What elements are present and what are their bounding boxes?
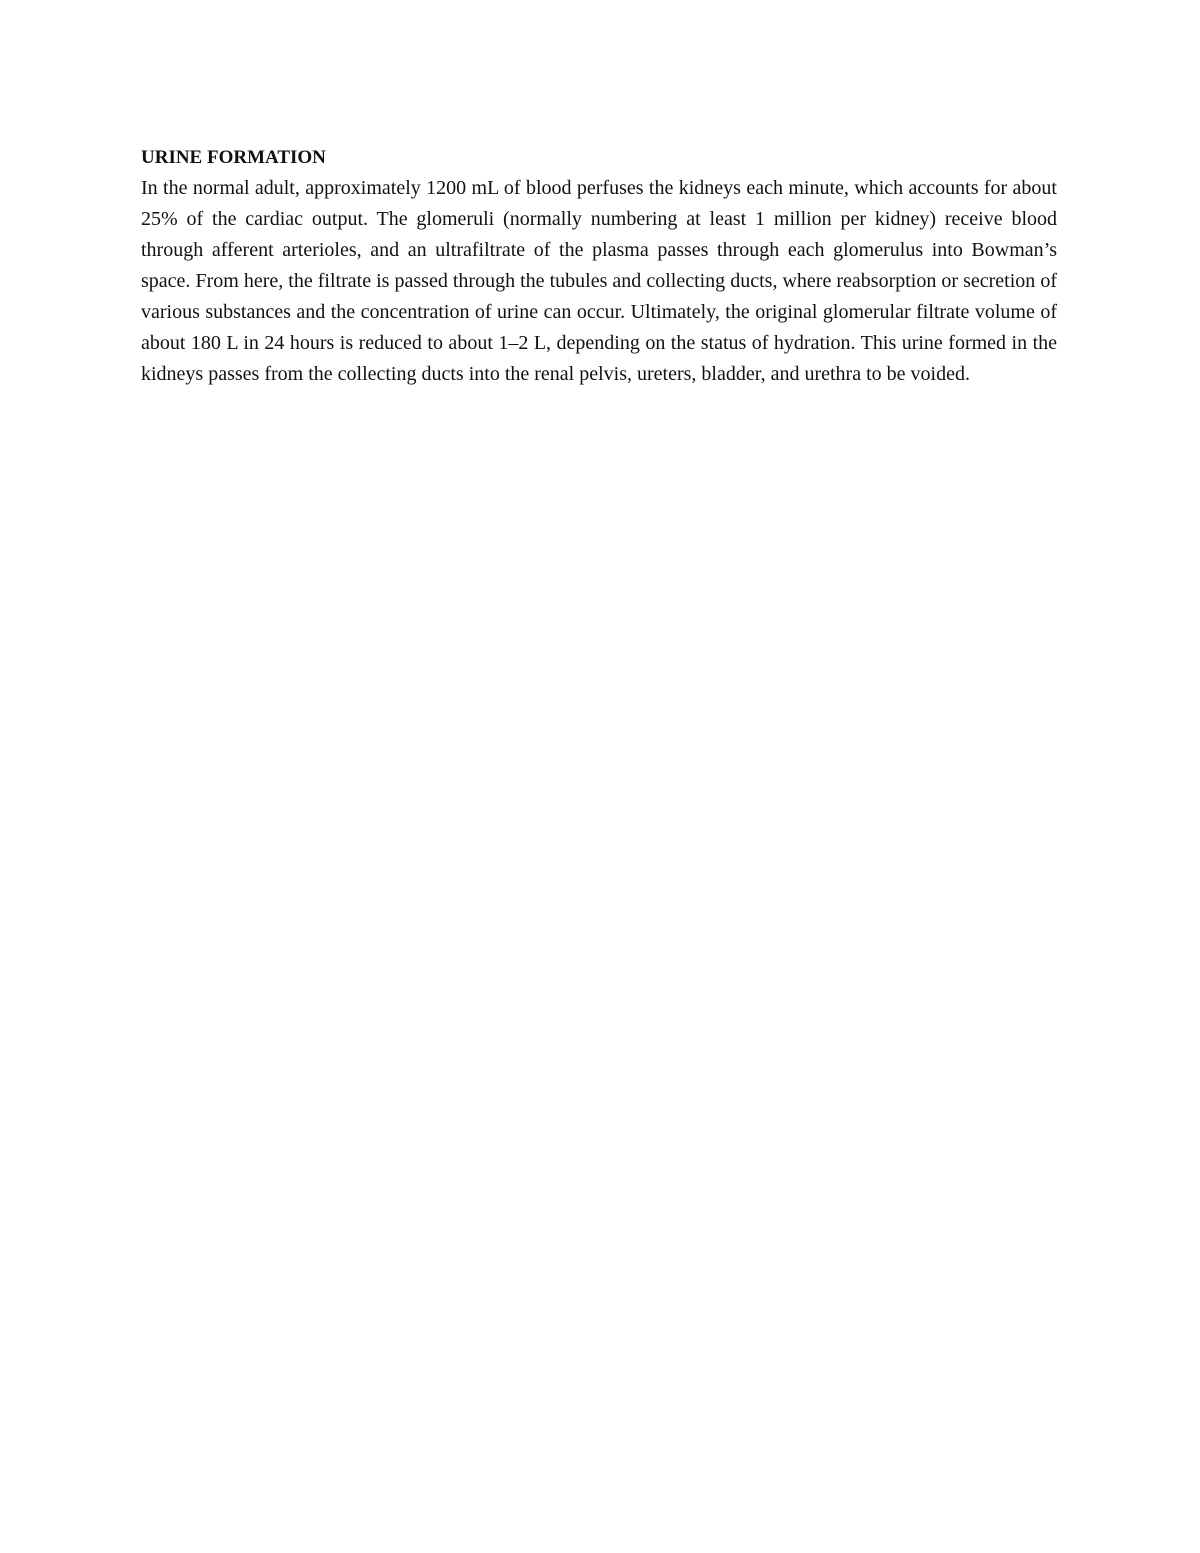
section-heading: URINE FORMATION [141,147,326,168]
body-paragraph: In the normal adult, approximately 1200 mL of blood perfuses the kidneys each minute, which accounts for about 25% of the cardiac output. The glomeruli (normally numbering at least 1 million per kidney) receive blood through afferent arterioles, and an ultrafiltrate of the plasma passes through each glomerulus into Bowman’s space. From here, the filtrate is passed through the tubules and collecting ducts, where reabsorption or secretion of various substances and the concentration of urine can occur. Ultimately, the original glomerular filtrate volume of about 180 L in 24 hours is reduced to about 1–2 L, depending on the status of hydration. This urine formed in the kidneys passes from the collecting ducts into the renal pelvis, ureters, bladder, and urethra to be voided. [141,177,1057,385]
document-content [141,142,1057,390]
